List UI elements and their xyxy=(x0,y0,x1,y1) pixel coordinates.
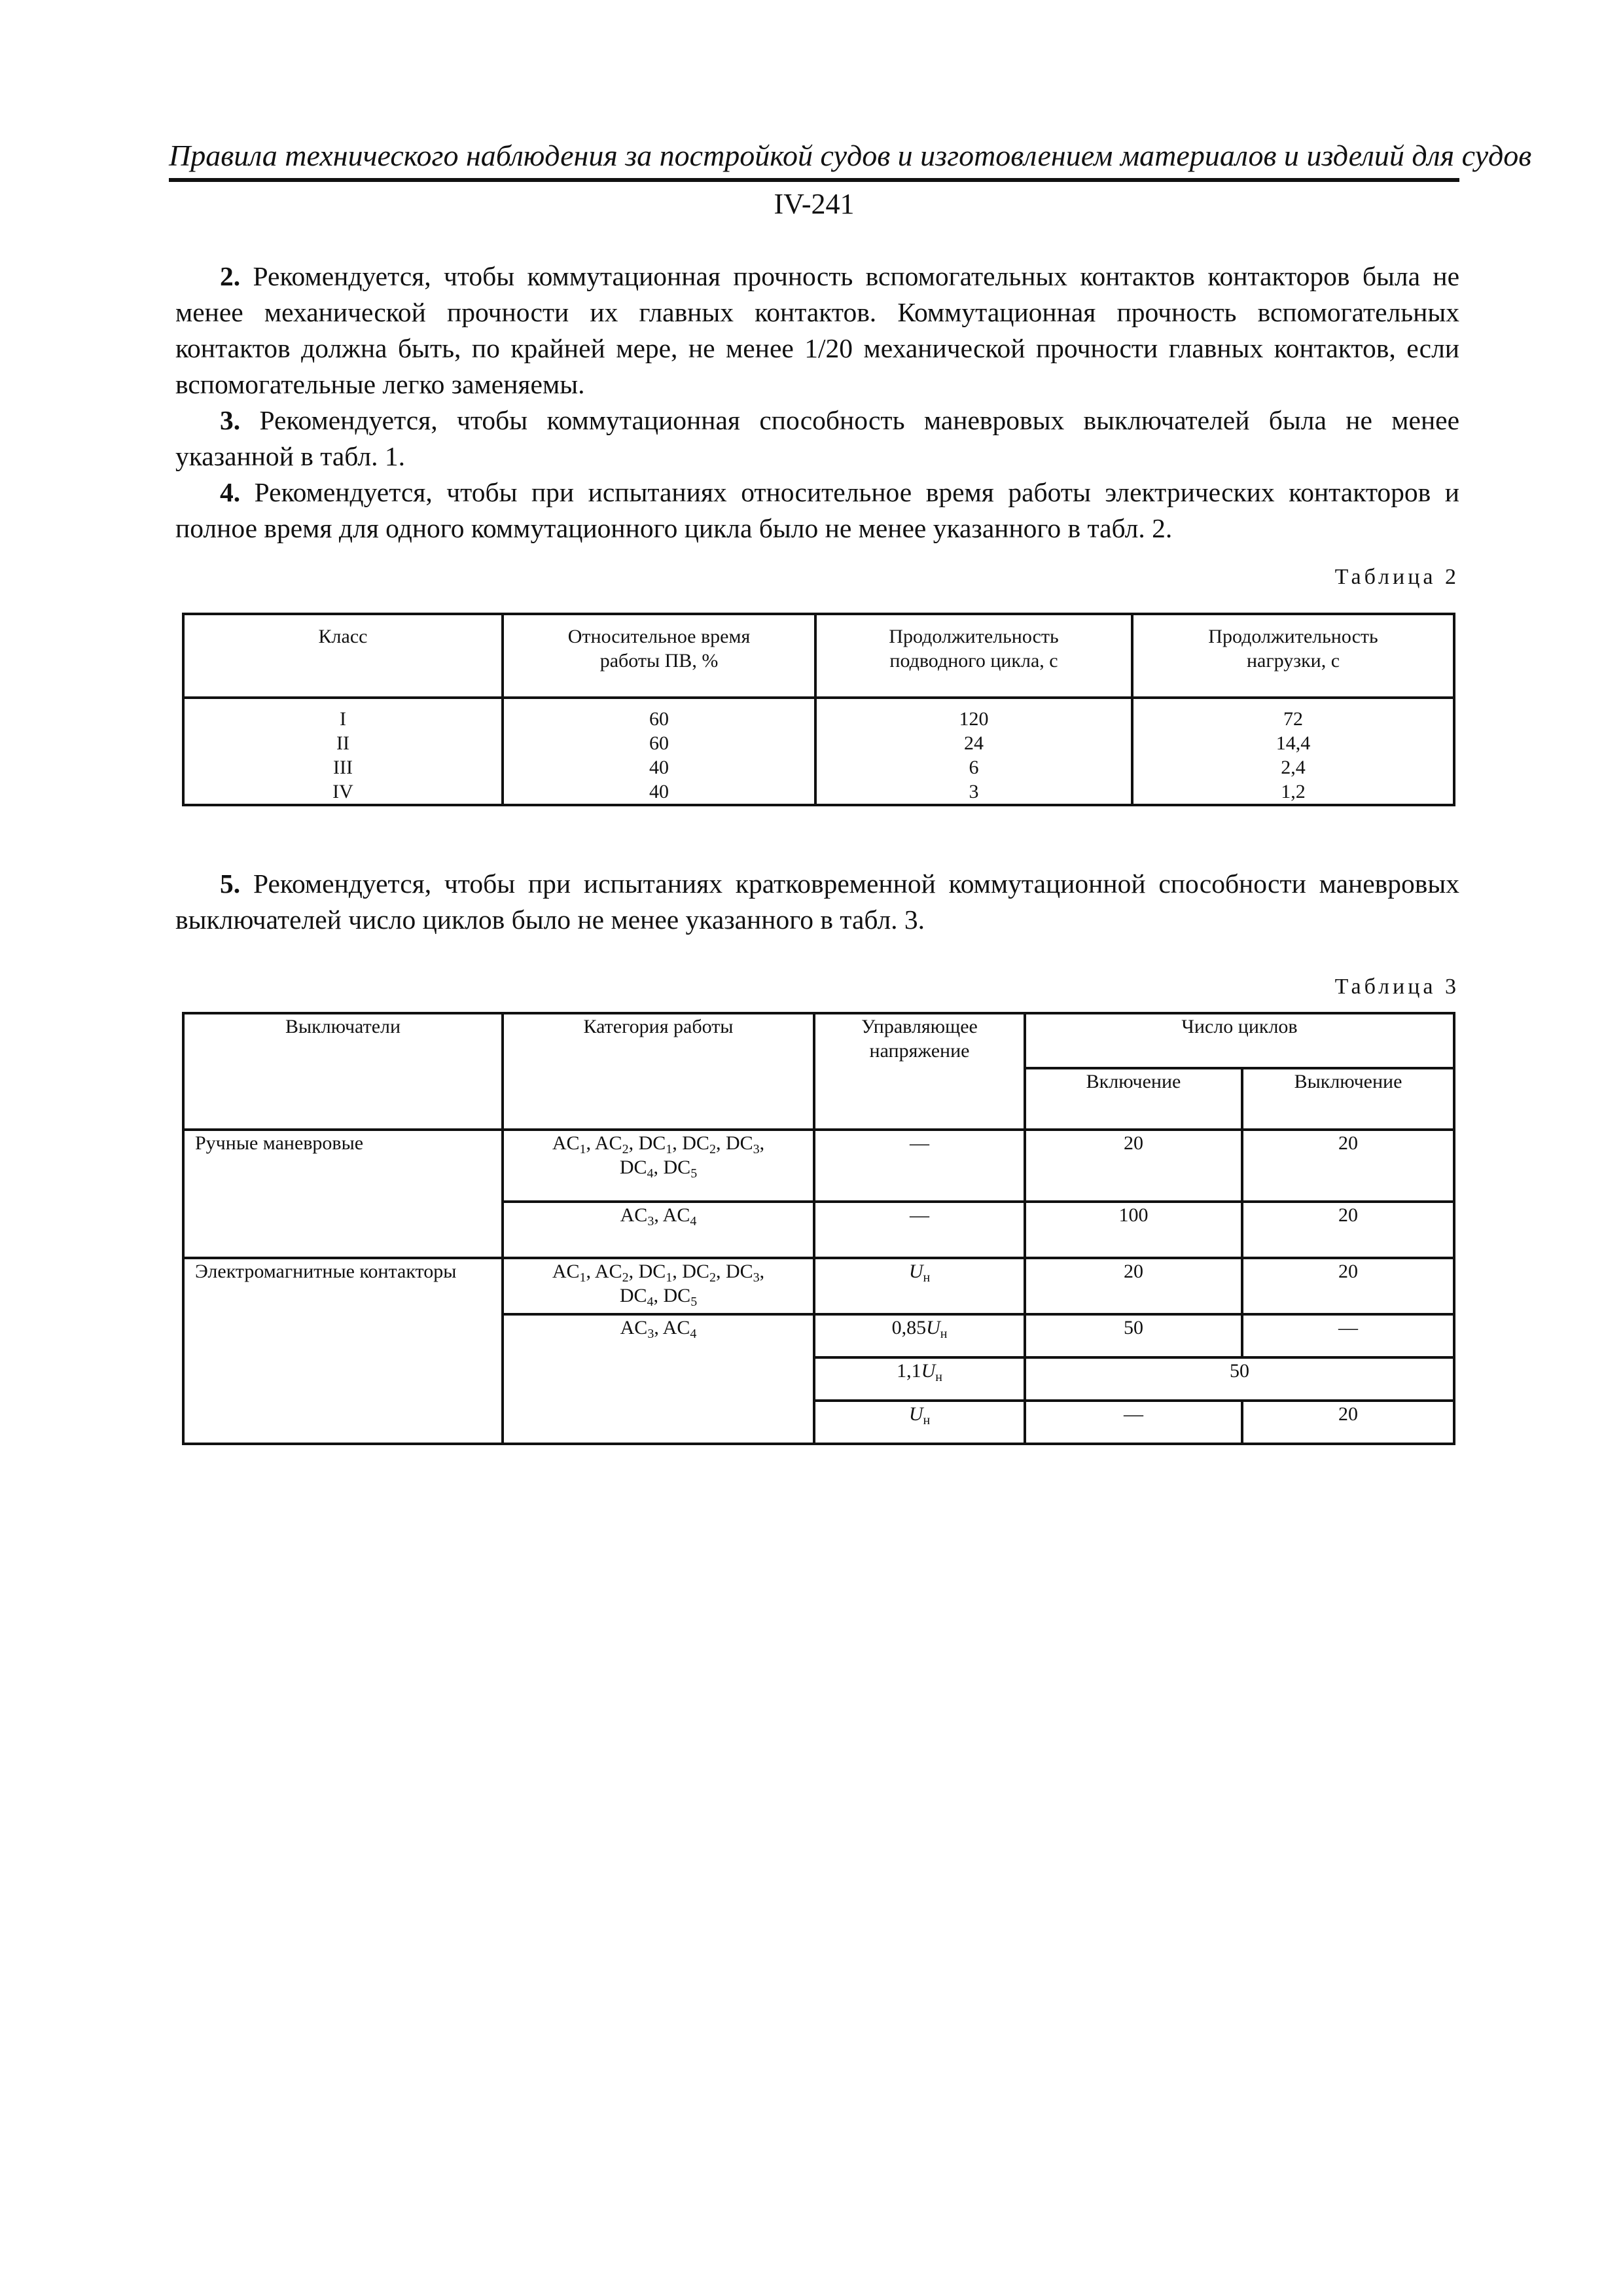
on-cell: 20 xyxy=(1025,1258,1242,1314)
header-cycles: Число циклов xyxy=(1025,1013,1454,1068)
table-cell: 40 xyxy=(649,781,669,802)
voltage-sub: н xyxy=(923,1270,931,1285)
voltage-factor: 0,85 xyxy=(891,1317,927,1338)
header-switches: Выключатели xyxy=(183,1013,503,1130)
cat-sep: , xyxy=(759,1132,765,1154)
header-class xyxy=(183,614,503,698)
cat-ac: AC xyxy=(620,1317,648,1338)
voltage-factor: 1,1 xyxy=(897,1360,921,1382)
cat-sep: , xyxy=(653,1157,664,1178)
header-text: работы ПВ, % xyxy=(599,650,719,672)
paragraph-number: 3. xyxy=(220,405,241,435)
header-load-duration xyxy=(1132,614,1454,698)
voltage-sub: н xyxy=(935,1370,942,1384)
on-off-merged-cell: 50 xyxy=(1025,1357,1454,1401)
table-3 xyxy=(182,1012,1455,1445)
paragraph-5 xyxy=(175,866,1459,938)
header-off: Выключение xyxy=(1242,1068,1454,1130)
header-on: Включение xyxy=(1025,1068,1242,1130)
paragraph-number: 5. xyxy=(220,869,241,899)
cat-dc: DC xyxy=(663,1285,691,1306)
on-cell: 100 xyxy=(1025,1202,1242,1258)
table-row xyxy=(183,1258,1454,1314)
paragraph-number: 4. xyxy=(220,477,241,507)
header-cycle-duration xyxy=(815,614,1132,698)
on-cell: 20 xyxy=(1025,1130,1242,1202)
cat-sub: 2 xyxy=(709,1142,716,1157)
paragraph-text: Рекомендуется, чтобы коммутационная способность маневровых выключателей была не менее указанной в табл. 1. xyxy=(175,405,1459,471)
table-cell: II xyxy=(336,732,349,754)
table-cell: 1,2 xyxy=(1281,781,1306,802)
cat-sep: , xyxy=(672,1261,683,1282)
cat-sub: 5 xyxy=(690,1166,698,1181)
cat-dc: DC xyxy=(638,1261,666,1282)
cat-dc: DC xyxy=(619,1157,647,1178)
voltage-symbol: U xyxy=(908,1403,923,1425)
table-2-caption: Таблица 2 xyxy=(1334,565,1459,589)
off-cell: 20 xyxy=(1242,1202,1454,1258)
header-text: Продолжительность xyxy=(889,626,1059,647)
cat-sep: , xyxy=(654,1317,663,1338)
cat-ac: AC xyxy=(620,1204,648,1226)
cat-ac: AC xyxy=(662,1317,690,1338)
cat-sep: , xyxy=(759,1261,765,1282)
relative-time-column xyxy=(503,698,815,805)
voltage-symbol: U xyxy=(908,1261,923,1282)
header-text: Класс xyxy=(318,626,368,647)
header-category: Категория работы xyxy=(503,1013,814,1130)
table-cell: III xyxy=(333,757,353,778)
cat-ac: AC xyxy=(662,1204,690,1226)
cat-sub: 2 xyxy=(709,1270,716,1285)
table-cell: I xyxy=(340,708,346,730)
voltage-symbol: U xyxy=(926,1317,940,1338)
voltage-sub: н xyxy=(923,1413,931,1427)
cat-ac: AC xyxy=(552,1261,580,1282)
table-2 xyxy=(182,613,1455,806)
cat-sub: 1 xyxy=(666,1142,673,1157)
cat-dc: DC xyxy=(682,1132,709,1154)
table-cell: 14,4 xyxy=(1275,732,1311,754)
off-cell: 20 xyxy=(1242,1258,1454,1314)
category-cell xyxy=(503,1314,814,1444)
class-column xyxy=(183,698,503,805)
on-cell: — xyxy=(1025,1401,1242,1444)
cat-sub: 1 xyxy=(579,1142,586,1157)
header-relative-time xyxy=(503,614,815,698)
cat-sep: , xyxy=(586,1132,595,1154)
cat-dc: DC xyxy=(638,1132,666,1154)
cat-sub: 4 xyxy=(647,1295,654,1309)
header-text: Продолжительность xyxy=(1208,626,1378,647)
header-rule xyxy=(169,178,1459,182)
cat-sub: 4 xyxy=(690,1327,697,1341)
cat-sub: 3 xyxy=(647,1214,654,1229)
off-cell: — xyxy=(1242,1314,1454,1357)
voltage-sub: н xyxy=(940,1327,948,1341)
paragraph-text: Рекомендуется, чтобы при испытаниях кратковременной коммутационной способности маневровых выключателей число циклов было не менее указанного в табл. 3. xyxy=(175,869,1459,935)
header-text: Относительное время xyxy=(567,626,751,647)
header-control-voltage: Управляющее напряжение xyxy=(814,1013,1025,1130)
table-3-header-row xyxy=(183,1013,1454,1068)
cat-sub: 3 xyxy=(753,1142,760,1157)
table-cell: 120 xyxy=(959,708,989,730)
cat-sub: 3 xyxy=(753,1270,760,1285)
cat-sub: 3 xyxy=(647,1327,654,1341)
cat-sep: , xyxy=(653,1285,664,1306)
cat-sep: , xyxy=(654,1204,663,1226)
cat-sep: , xyxy=(628,1261,639,1282)
header-text: подводного цикла, с xyxy=(889,650,1058,672)
voltage-cell xyxy=(814,1258,1025,1314)
group-electromagnetic: Электромагнитные контакторы xyxy=(183,1258,503,1444)
table-cell: 40 xyxy=(649,757,669,778)
table-cell: 3 xyxy=(969,781,979,802)
running-title: Правила технического наблюдения за постройкой судов и изготовлением материалов и изделий для судов xyxy=(169,139,1532,172)
cat-sub: 5 xyxy=(690,1295,698,1309)
cat-dc: DC xyxy=(619,1285,647,1306)
cat-dc: DC xyxy=(725,1132,753,1154)
table-cell: 60 xyxy=(649,708,669,730)
table-row xyxy=(183,1130,1454,1202)
header-text: нагрузки, с xyxy=(1246,650,1340,672)
cat-sub: 4 xyxy=(647,1166,654,1181)
page-number: IV-241 xyxy=(774,188,855,220)
on-cell: 50 xyxy=(1025,1314,1242,1357)
cat-ac: AC xyxy=(594,1261,622,1282)
category-cell xyxy=(503,1130,814,1202)
table-cell: 60 xyxy=(649,732,669,754)
cat-dc: DC xyxy=(725,1261,753,1282)
cat-sep: , xyxy=(586,1261,595,1282)
cat-sep: , xyxy=(715,1132,726,1154)
table-3-caption: Таблица 3 xyxy=(1334,975,1459,999)
cat-sub: 1 xyxy=(579,1270,586,1285)
group-manual: Ручные маневровые xyxy=(183,1130,503,1258)
cat-sub: 4 xyxy=(690,1214,697,1229)
paragraph-3 xyxy=(175,403,1459,475)
table-cell: 24 xyxy=(964,732,984,754)
voltage-cell: — xyxy=(814,1202,1025,1258)
paragraphs-2-4 xyxy=(175,259,1459,547)
off-cell: 20 xyxy=(1242,1130,1454,1202)
load-duration-column xyxy=(1132,698,1454,805)
table-2-header-row xyxy=(183,614,1454,698)
paragraph-text: Рекомендуется, чтобы при испытаниях относительное время работы электрических контакторов и полное время для одного коммутационного цикла было не менее указанного в табл. 2. xyxy=(175,477,1459,543)
cat-sep: , xyxy=(672,1132,683,1154)
cat-sep: , xyxy=(715,1261,726,1282)
voltage-cell xyxy=(814,1401,1025,1444)
voltage-symbol: U xyxy=(921,1360,936,1382)
paragraph-number: 2. xyxy=(220,261,241,291)
voltage-cell xyxy=(814,1357,1025,1401)
table-cell: 2,4 xyxy=(1281,757,1306,778)
table-cell: 6 xyxy=(969,757,979,778)
voltage-cell xyxy=(814,1314,1025,1357)
category-cell xyxy=(503,1202,814,1258)
cat-ac: AC xyxy=(552,1132,580,1154)
paragraph-2 xyxy=(175,259,1459,403)
cat-sub: 1 xyxy=(666,1270,673,1285)
cat-dc: DC xyxy=(682,1261,709,1282)
paragraph-4 xyxy=(175,475,1459,547)
voltage-cell: — xyxy=(814,1130,1025,1202)
cat-sub: 2 xyxy=(622,1142,629,1157)
table-cell: IV xyxy=(332,781,353,802)
paragraph-text: Рекомендуется, чтобы коммутационная прочность вспомогательных контактов контакторов была не менее механической прочности их главных контактов. Коммутационная прочность вспомогательных контактов должна быть, по крайней мере, не менее 1/20 механической прочности главных контактов, если вспомогательные легко заменяемы. xyxy=(175,261,1459,399)
off-cell: 20 xyxy=(1242,1401,1454,1444)
cat-dc: DC xyxy=(663,1157,691,1178)
table-cell: 72 xyxy=(1283,708,1303,730)
paragraph-5-block xyxy=(175,866,1459,938)
category-cell xyxy=(503,1258,814,1314)
cat-sep: , xyxy=(628,1132,639,1154)
cat-ac: AC xyxy=(594,1132,622,1154)
cycle-duration-column xyxy=(815,698,1132,805)
cat-sub: 2 xyxy=(622,1270,629,1285)
table-2-body-row xyxy=(183,698,1454,805)
